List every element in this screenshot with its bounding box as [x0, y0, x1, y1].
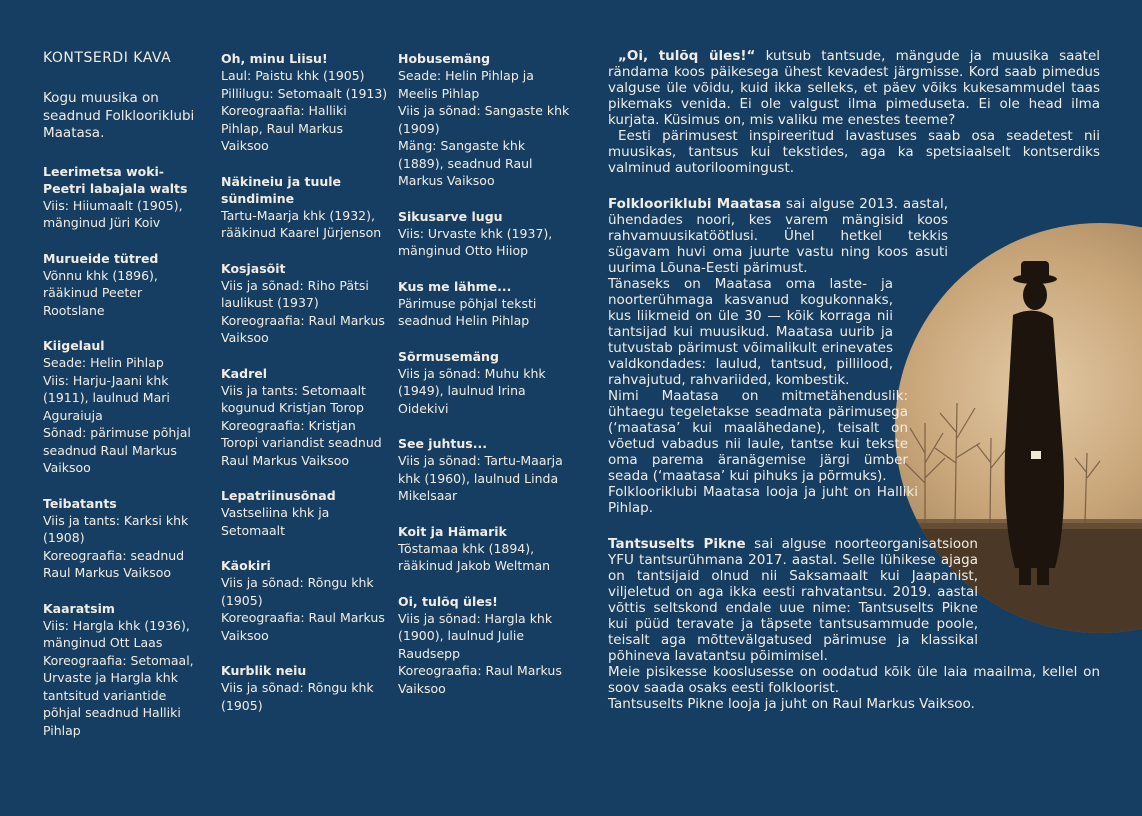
program-item [43, 495, 203, 582]
program-item-credit: Viis ja sõnad: Rõngu khk (1905) [221, 680, 374, 713]
program-column-1 [43, 50, 203, 757]
program-item [221, 557, 391, 644]
program-item-credit: Pillilugu: Setomaalt (1913) [221, 85, 388, 101]
about-text [608, 48, 1100, 712]
program-item-title: Kurblik neiu [221, 663, 307, 678]
program-item-credit: Viis: Urvaste khk (1937), mänginud Otto Hiiop [398, 225, 553, 258]
program-item-credit: Pärimuse põhjal teksti seadnud Helin Pihlap [398, 295, 537, 328]
program-item-title: Kadrel [221, 365, 267, 381]
program-item-credit: Koreograafia: seadnud Raul Markus Vaiksoo [43, 547, 185, 580]
program-item [221, 662, 391, 714]
program-item-credit: Koreograafia: Halliki Pihlap, Raul Markus Vaiksoo [221, 103, 347, 153]
program-item [398, 435, 573, 505]
program-item-title: Kaaratsim [43, 600, 115, 616]
program-item-credit: Seade: Helin Pihlap [43, 355, 164, 370]
pikne-section: Tantsuselts Pikne sai alguse noorteorganisatsioon YFU tantsurühmana 2017. aastal. Selle lühikese ajaga on tantsijaid olnud nii Saksamaalt kui Jaapanist, viljeletud on aga ikka eesti rahvatantsu. 2019. aastal võttis seltskond endale uue nime: Tantsuselts Pikne kui püüd teravate ja täpsete tantsusammude poole, teisalt aga mõttevälgatused pärimuse ja klassikal põhineva lavatantsu põimimisel. Meie pisikesse kooslusesse on oodatud kõik üle laia maailma, kellel on soov saada osaks eesti folkloorist. Tantsuselts Pikne looja ja juht on Raul Markus Vaiksoo. [608, 536, 1100, 712]
program-item [43, 250, 203, 320]
program-column-3 [398, 50, 573, 715]
program-item-title: Sõrmusemäng [398, 348, 499, 364]
program-item-credit: Mäng: Sangaste khk (1889), seadnud Raul Markus Vaiksoo [398, 138, 533, 188]
program-item-title: Lepatriinusõnad [221, 488, 336, 503]
program-item-credit: Koreograafia: Raul Markus Vaiksoo [221, 312, 385, 345]
program-item-credit: Viis: Harju-Jaani khk (1911), laulnud Mari Aguraiuja [43, 372, 170, 423]
program-item-credit: Viis ja tants: Karksi khk (1908) [43, 512, 189, 545]
program-item-title: See juhtus... [398, 436, 487, 451]
program-item [221, 365, 391, 470]
program-item-title: Kus me lähme... [398, 278, 512, 294]
program-item-credit: Koreograafia: Kristjan Toropi variandist seadnud Raul Markus Vaiksoo [221, 417, 382, 468]
intro-paragraph: „Oi, tulõq üles!“ kutsub tantsude, mängude ja muusika saatel rändama koos päikesega ühest kevadest järgmisse. Kord saab pimedus valguse üle võidu, kuid ikka selleks, et päev võiks kukesammudel taas pikemaks venida. Ei ole valgust ilma pimeduseta. Ei ole head ilma kurjata. Küsimus on, mis valiku me enestes teeme? [608, 48, 1100, 128]
program-item [221, 487, 391, 539]
program-item [221, 50, 391, 155]
program-item [43, 600, 203, 740]
program-item-credit: Viis ja sõnad: Sangaste khk (1909) [398, 103, 570, 136]
program-item-credit: Vastseliina khk ja Setomaalt [221, 505, 330, 538]
program-item-title: Hobusemäng [398, 51, 491, 66]
maatasa-paragraph-2: Tänaseks on Maatasa oma laste- ja noorterühmaga kasvanud kogukonnaks, kus liikmeid on üle 30 — kõik korraga nii tantsijad kui muusikud. Maatasa uurib ja tutvustab pärimust võimalikult erinevates valdkondades: laulud, tantsud, pillilood, rahvajutud, rahvariided, kombestik. [608, 276, 893, 388]
program-item [398, 50, 573, 190]
program-item-credit: Viis ja sõnad: Muhu khk (1949), laulnud Irina Oidekivi [398, 365, 546, 416]
program-item-title: Käokiri [221, 558, 271, 573]
program-item-title: Leerimetsa woki-Peetri labajala walts [43, 163, 188, 196]
program-item [398, 348, 573, 418]
program-item-title: Sikusarve lugu [398, 208, 503, 224]
maatasa-paragraph-4: Folklooriklubi Maatasa looja ja juht on Halliki Pihlap. [608, 484, 918, 516]
program-item-title: Koit ja Hämarik [398, 523, 507, 539]
program-item [43, 337, 203, 477]
program-item [398, 208, 573, 260]
program-item-credit: Seade: Helin Pihlap ja Meelis Pihlap [398, 68, 534, 101]
program-item-credit: Viis: Hargla khk (1936), mänginud Ott Laas [43, 617, 190, 650]
program-item [221, 260, 391, 347]
maatasa-name: Folklooriklubi Maatasa [608, 196, 782, 212]
pikne-name: Tantsuselts Pikne [608, 536, 746, 552]
program-item [398, 523, 573, 575]
program-item [398, 593, 573, 698]
program-item-credit: Koreograafia: Raul Markus Vaiksoo [398, 663, 562, 696]
program-item-credit: Koreograafia: Raul Markus Vaiksoo [221, 610, 385, 643]
program-item-title: Kiigelaul [43, 338, 105, 353]
program-item [221, 173, 391, 242]
program-item-credit: Koreograafia: Setomaal, Urvaste ja Hargla khk tantsitud variantide põhjal seadnud Halliki Pihlap [43, 652, 194, 738]
program-column-2 [221, 50, 391, 732]
program-item-credit: Võnnu khk (1896), rääkinud Peeter Rootslane [43, 267, 158, 318]
program-item-credit: Viis ja tants: Setomaalt kogunud Kristjan Torop [221, 382, 366, 415]
maatasa-section: Folklooriklubi Maatasa sai alguse 2013. aastal, ühendades noori, kes varem mängisid koos rahvamuusikatöötlusi. Ühel hetkel tekkis sügavam huvi oma juurte vastu ning koos asuti uurima Lõuna-Eesti pärimust. Tänaseks on Maatasa oma laste- ja noorterühmaga kasvanud kogukonnaks, kus liikmeid on üle 30 — kõik korraga nii tantsijad kui muusikud. Maatasa uurib ja tutvustab pärimust võimalikult erinevates valdkondades: laulud, tantsud, pillilood, rahvajutud, rahvariided, kombestik. Nimi Maatasa on mitmetähenduslik: ühtaegu tegeletakse seadmata pärimusega (‘maatasa’ kui maalähedane), teisalt on võetud vabadus nii laule, tantse kui tekste oma parema äranägemise järgi ümber seada (‘maatasa’ kui pihuks ja põrmuks). Folklooriklubi Maatasa looja ja juht on Halliki Pihlap. [608, 196, 949, 516]
program-item-title: Oi, tulõq üles! [398, 593, 498, 609]
program-item-credit: Viis ja sõnad: Riho Pätsi laulikust (1937) [221, 277, 369, 310]
intro-paragraph-2: Eesti pärimusest inspireeritud lavastuses saab osa seadetest nii muusikas, tantsus kui tekstides, aga ka spetsiaalselt kontserdiks valminud autoriloomingust. [608, 128, 1100, 176]
program-item-credit: Sõnad: pärimuse põhjal seadnud Raul Markus Vaiksoo [43, 425, 191, 475]
program-item-title: Kosjasõit [221, 260, 286, 276]
program-heading: KONTSERDI KAVA [43, 50, 172, 66]
program-item-credit: Viis: Hiiumaalt (1905), mänginud Jüri Koiv [43, 197, 183, 230]
program-item-credit: Laul: Paistu khk (1905) [221, 68, 365, 83]
program-item-title: Teibatants [43, 495, 117, 511]
program-item [398, 278, 573, 330]
pikne-paragraph-3: Tantsuselts Pikne looja ja juht on Raul Markus Vaiksoo. [608, 696, 975, 712]
program-item-title: Murueide tütred [43, 250, 159, 266]
program-intro: Kogu muusika on seadnud Folklooriklubi Maatasa. [43, 90, 195, 141]
program-item-credit: Viis ja sõnad: Rõngu khk (1905) [221, 575, 374, 608]
program-item-credit: Tartu-Maarja khk (1932), rääkinud Kaarel Jürjenson [221, 207, 382, 240]
program-item-credit: Viis ja sõnad: Hargla khk (1900), laulnud Julie Raudsepp [398, 610, 553, 661]
program-item [43, 163, 203, 232]
show-title: „Oi, tulõq üles!“ [618, 48, 756, 64]
program-item-title: Oh, minu Liisu! [221, 51, 328, 66]
program-item-credit: Tõstamaa khk (1894), rääkinud Jakob Weltman [398, 540, 551, 573]
program-item-title: Näkineiu ja tuule sündimine [221, 173, 342, 206]
program-item-credit: Viis ja sõnad: Tartu-Maarja khk (1960), laulnud Linda Mikelsaar [398, 453, 563, 503]
maatasa-paragraph-3: Nimi Maatasa on mitmetähenduslik: ühtaegu tegeletakse seadmata pärimusega (‘maatasa’ kui maalähedane), teisalt on võetud vabadus nii laule, tantse kui tekste oma parema äranägemise järgi ümber seada (‘maatasa’ kui pihuks ja põrmuks). [608, 388, 908, 484]
pikne-paragraph-2: Meie pisikesse kooslusesse on oodatud kõik üle laia maailma, kellel on soov saada osaks eesti folkloorist. [608, 664, 1100, 696]
